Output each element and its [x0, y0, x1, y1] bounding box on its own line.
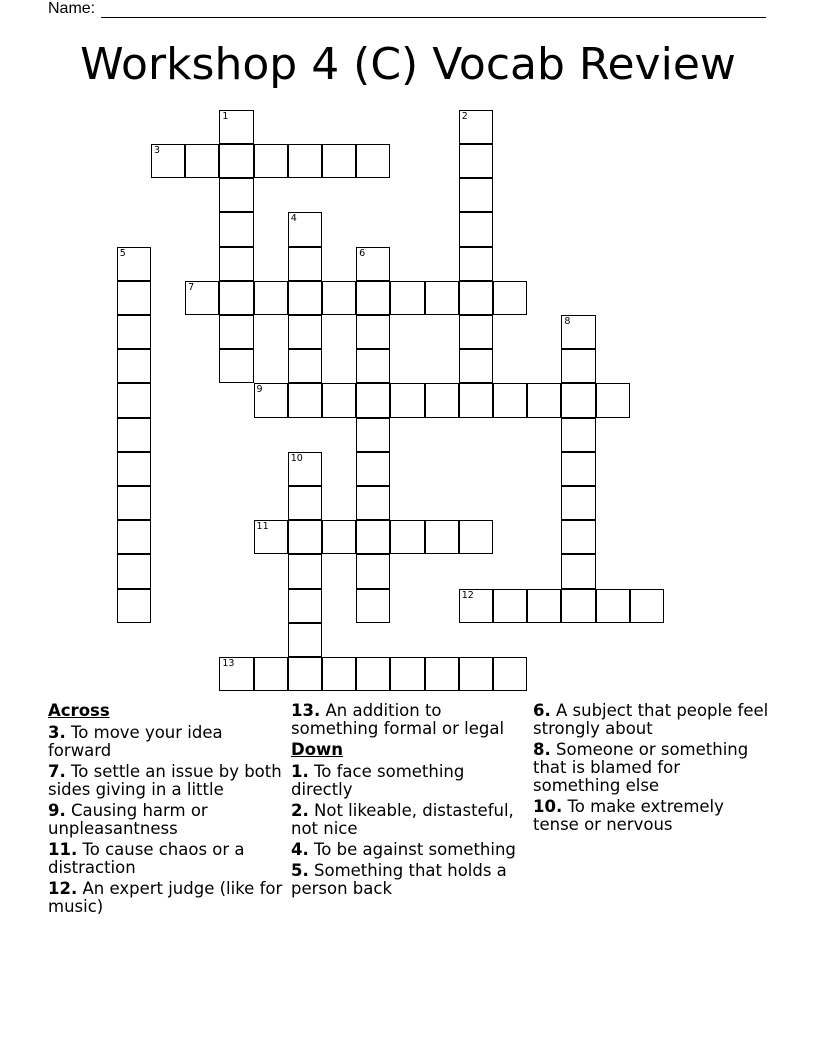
crossword-cell[interactable]: [390, 520, 424, 554]
clue-down-10: 10. To make extremely tense or nervous: [533, 797, 724, 834]
crossword-cell[interactable]: [459, 349, 493, 383]
page-title: Workshop 4 (C) Vocab Review: [80, 39, 736, 90]
cell-number: 1: [222, 110, 229, 122]
crossword-cell[interactable]: [288, 349, 322, 383]
clue-column-3: [533, 702, 769, 837]
crossword-cell[interactable]: [459, 281, 493, 315]
crossword-cell[interactable]: [322, 383, 356, 417]
crossword-cell[interactable]: [219, 349, 253, 383]
crossword-cell[interactable]: [390, 281, 424, 315]
cell-number: 4: [290, 213, 297, 225]
clue-down-2: 2. Not likeable, distasteful, not nice: [291, 801, 514, 838]
crossword-cell[interactable]: [288, 315, 322, 349]
crossword-cell[interactable]: [322, 144, 356, 178]
clue-down-4: 4. To be against something: [291, 840, 516, 859]
crossword-cell[interactable]: [288, 383, 322, 417]
crossword-cell[interactable]: [561, 520, 595, 554]
cell-number: 11: [256, 521, 269, 533]
crossword-cell[interactable]: [561, 418, 595, 452]
crossword-cell[interactable]: [117, 520, 151, 554]
cell-number: 6: [359, 247, 366, 259]
crossword-cell[interactable]: [151, 144, 185, 178]
crossword-cell[interactable]: [219, 247, 253, 281]
crossword-cell[interactable]: [356, 520, 390, 554]
crossword-cell[interactable]: [493, 657, 527, 691]
crossword-cell[interactable]: [219, 657, 253, 691]
clue-across-3: 3. To move your idea forward: [48, 723, 223, 760]
cell-number: 9: [256, 384, 263, 396]
crossword-cell[interactable]: [561, 589, 595, 623]
cell-number: 7: [188, 281, 195, 293]
crossword-cell[interactable]: [117, 589, 151, 623]
crossword-cell[interactable]: [356, 589, 390, 623]
clue-column-1: [48, 702, 284, 919]
crossword-cell[interactable]: [288, 657, 322, 691]
crossword-cell[interactable]: [390, 657, 424, 691]
crossword-cell[interactable]: [117, 383, 151, 417]
crossword-cell[interactable]: [219, 110, 253, 144]
across-heading: Across: [48, 701, 110, 720]
crossword-cell[interactable]: [117, 315, 151, 349]
crossword-cell[interactable]: [459, 589, 493, 623]
down-heading: Down: [291, 740, 344, 759]
crossword-cell[interactable]: [185, 144, 219, 178]
crossword-cell[interactable]: [117, 349, 151, 383]
crossword-cell[interactable]: [561, 315, 595, 349]
crossword-cell[interactable]: [425, 520, 459, 554]
crossword-cell[interactable]: [459, 657, 493, 691]
crossword-cell[interactable]: [356, 281, 390, 315]
clue-across-12: 12. An expert judge (like for music): [48, 879, 283, 916]
crossword-cell[interactable]: [117, 418, 151, 452]
crossword-cell[interactable]: [561, 452, 595, 486]
crossword-cell[interactable]: [356, 554, 390, 588]
crossword-cell[interactable]: [219, 144, 253, 178]
crossword-cell[interactable]: [493, 589, 527, 623]
clue-down-5: 5. Something that holds a person back: [291, 861, 507, 898]
crossword-cell[interactable]: [254, 383, 288, 417]
crossword-cell[interactable]: [322, 520, 356, 554]
crossword-cell[interactable]: [459, 110, 493, 144]
crossword-cell[interactable]: [425, 281, 459, 315]
clue-across-9: 9. Causing harm or unpleasantness: [48, 801, 208, 838]
crossword-cell[interactable]: [288, 212, 322, 246]
clue-down-8: 8. Someone or something that is blamed for something else: [533, 740, 749, 795]
crossword-cell[interactable]: [254, 144, 288, 178]
crossword-cell[interactable]: [117, 486, 151, 520]
crossword-cell[interactable]: [459, 383, 493, 417]
crossword-cell[interactable]: [356, 486, 390, 520]
crossword-cell[interactable]: [356, 144, 390, 178]
crossword-cell[interactable]: [219, 281, 253, 315]
crossword-cell[interactable]: [356, 657, 390, 691]
crossword-cell[interactable]: [561, 486, 595, 520]
crossword-cell[interactable]: [288, 554, 322, 588]
crossword-cell[interactable]: [288, 281, 322, 315]
clue-down-1: 1. To face something directly: [291, 762, 465, 799]
crossword-cell[interactable]: [219, 178, 253, 212]
crossword-cell[interactable]: [493, 383, 527, 417]
crossword-cell[interactable]: [356, 383, 390, 417]
crossword-cell[interactable]: [425, 383, 459, 417]
crossword-cell[interactable]: [630, 589, 664, 623]
crossword-cell[interactable]: [356, 247, 390, 281]
crossword-cell[interactable]: [322, 281, 356, 315]
cell-number: 12: [461, 589, 474, 601]
crossword-cell[interactable]: [288, 144, 322, 178]
crossword-cell[interactable]: [356, 452, 390, 486]
crossword-cell[interactable]: [288, 247, 322, 281]
crossword-cell[interactable]: [527, 589, 561, 623]
cell-number: 13: [222, 657, 235, 669]
crossword-cell[interactable]: [425, 657, 459, 691]
crossword-cell[interactable]: [185, 281, 219, 315]
crossword-cell[interactable]: [117, 281, 151, 315]
crossword-cell[interactable]: [527, 383, 561, 417]
crossword-cell[interactable]: [459, 315, 493, 349]
name-label: Name:: [48, 0, 96, 17]
crossword-cell[interactable]: [356, 418, 390, 452]
clue-down-6: 6. A subject that people feel strongly about: [533, 701, 769, 738]
crossword-cell[interactable]: [493, 281, 527, 315]
crossword-cell[interactable]: [288, 452, 322, 486]
crossword-cell[interactable]: [459, 144, 493, 178]
crossword-cell[interactable]: [288, 589, 322, 623]
crossword-cell[interactable]: [288, 486, 322, 520]
crossword-cell[interactable]: [561, 554, 595, 588]
crossword-cell[interactable]: [459, 520, 493, 554]
crossword-cell[interactable]: [254, 281, 288, 315]
clue-across-13: 13. An addition to something formal or legal: [291, 701, 505, 738]
crossword-cell[interactable]: [254, 520, 288, 554]
crossword-cell[interactable]: [117, 247, 151, 281]
crossword-cell[interactable]: [219, 315, 253, 349]
crossword-cell[interactable]: [117, 554, 151, 588]
crossword-cell[interactable]: [390, 383, 424, 417]
cell-number: 3: [153, 144, 160, 156]
clue-across-11: 11. To cause chaos or a distraction: [48, 840, 245, 877]
cell-number: 2: [461, 110, 468, 122]
crossword-cell[interactable]: [356, 349, 390, 383]
crossword-cell[interactable]: [596, 589, 630, 623]
clue-column-2: [291, 702, 527, 901]
crossword-cell[interactable]: [459, 212, 493, 246]
cell-number: 10: [290, 452, 303, 464]
crossword-cell[interactable]: [288, 623, 322, 657]
cell-number: 5: [119, 247, 126, 259]
crossword-cell[interactable]: [561, 383, 595, 417]
crossword-cell[interactable]: [254, 657, 288, 691]
crossword-cell[interactable]: [322, 657, 356, 691]
crossword-cell[interactable]: [596, 383, 630, 417]
crossword-cell[interactable]: [459, 178, 493, 212]
cell-number: 8: [564, 315, 571, 327]
crossword-cell[interactable]: [219, 212, 253, 246]
crossword-cell[interactable]: [356, 315, 390, 349]
clue-across-7: 7. To settle an issue by both sides giving in a little: [48, 762, 282, 799]
crossword-cell[interactable]: [288, 520, 322, 554]
crossword-cell[interactable]: [561, 349, 595, 383]
crossword-cell[interactable]: [117, 452, 151, 486]
crossword-cell[interactable]: [459, 247, 493, 281]
